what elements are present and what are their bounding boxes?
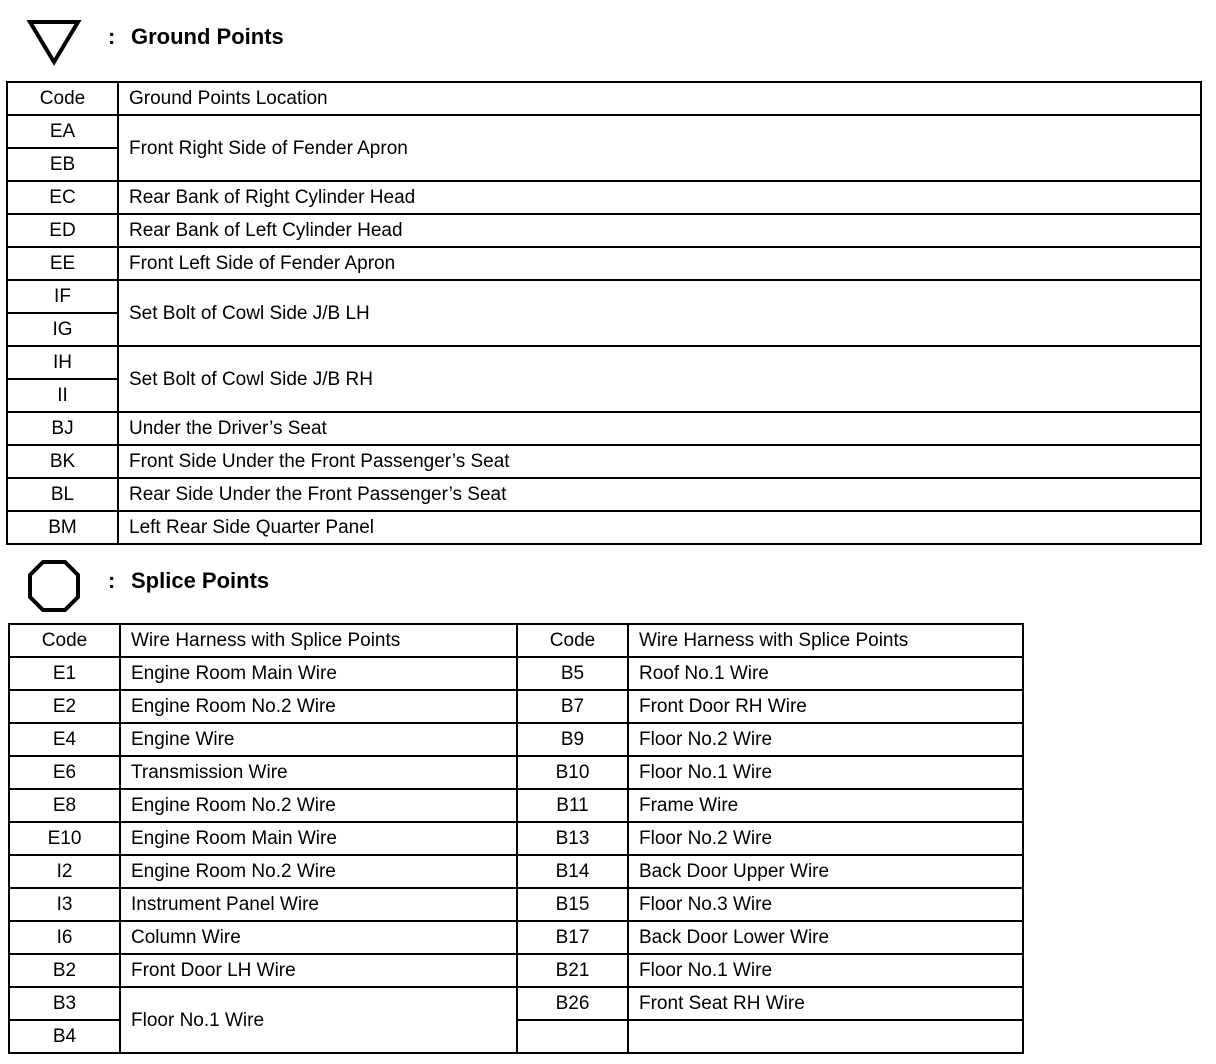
ground-location: Front Right Side of Fender Apron — [118, 115, 1201, 181]
splice-harness: Floor No.1 Wire — [628, 954, 1023, 987]
ground-location: Under the Driver’s Seat — [118, 412, 1201, 445]
ground-code: IG — [7, 313, 118, 346]
ground-location: Set Bolt of Cowl Side J/B LH — [118, 280, 1201, 346]
ground-location: Front Left Side of Fender Apron — [118, 247, 1201, 280]
ground-code: EC — [7, 181, 118, 214]
table-row — [7, 445, 1201, 478]
splice-code: E2 — [9, 690, 120, 723]
table-row — [9, 756, 1023, 789]
octagon-icon — [26, 558, 82, 614]
ground-location: Set Bolt of Cowl Side J/B RH — [118, 346, 1201, 412]
splice-code: B26 — [517, 987, 628, 1020]
table-row — [9, 822, 1023, 855]
ground-points-title: Ground Points — [131, 24, 284, 49]
splice-harness: Instrument Panel Wire — [120, 888, 517, 921]
splice-harness: Frame Wire — [628, 789, 1023, 822]
ground-location: Front Side Under the Front Passenger’s Seat — [118, 445, 1201, 478]
splice-code: B9 — [517, 723, 628, 756]
table-row — [7, 115, 1201, 148]
splice-points-table — [8, 623, 1024, 1054]
splice-code: B11 — [517, 789, 628, 822]
ground-code: EB — [7, 148, 118, 181]
splice-harness: Front Door RH Wire — [628, 690, 1023, 723]
ground-code: ED — [7, 214, 118, 247]
ground-code: BM — [7, 511, 118, 544]
splice-code: B17 — [517, 921, 628, 954]
table-header-row — [7, 82, 1201, 115]
splice-harness: Back Door Upper Wire — [628, 855, 1023, 888]
ground-location: Rear Bank of Right Cylinder Head — [118, 181, 1201, 214]
ground-location: Left Rear Side Quarter Panel — [118, 511, 1201, 544]
table-row — [9, 690, 1023, 723]
splice-harness: Roof No.1 Wire — [628, 657, 1023, 690]
splice-harness: Floor No.2 Wire — [628, 723, 1023, 756]
splice-code: E6 — [9, 756, 120, 789]
splice-harness: Floor No.3 Wire — [628, 888, 1023, 921]
splice-harness: Engine Room No.2 Wire — [120, 855, 517, 888]
splice-harness: Floor No.2 Wire — [628, 822, 1023, 855]
table-row — [7, 280, 1201, 313]
table-row — [7, 412, 1201, 445]
splice-harness: Engine Room Main Wire — [120, 822, 517, 855]
splice-code: E4 — [9, 723, 120, 756]
code-header: Code — [9, 624, 120, 657]
splice-harness: Engine Wire — [120, 723, 517, 756]
splice-harness: Front Seat RH Wire — [628, 987, 1023, 1020]
ground-code: BL — [7, 478, 118, 511]
splice-points-heading — [0, 558, 600, 608]
ground-location: Rear Bank of Left Cylinder Head — [118, 214, 1201, 247]
table-row — [7, 511, 1201, 544]
splice-code: B13 — [517, 822, 628, 855]
table-row — [9, 888, 1023, 921]
splice-harness: Engine Room Main Wire — [120, 657, 517, 690]
table-row — [9, 789, 1023, 822]
ground-location: Rear Side Under the Front Passenger’s Seat — [118, 478, 1201, 511]
splice-harness: Floor No.1 Wire — [120, 987, 517, 1053]
splice-code: B21 — [517, 954, 628, 987]
splice-code: B4 — [9, 1020, 120, 1053]
table-row — [7, 346, 1201, 379]
splice-code: B5 — [517, 657, 628, 690]
splice-harness: Engine Room No.2 Wire — [120, 690, 517, 723]
table-row — [9, 855, 1023, 888]
ground-code: II — [7, 379, 118, 412]
code-header: Code — [517, 624, 628, 657]
table-header-row — [9, 624, 1023, 657]
splice-code: B15 — [517, 888, 628, 921]
table-row — [7, 247, 1201, 280]
splice-code: I2 — [9, 855, 120, 888]
triangle-down-icon — [26, 18, 82, 66]
table-row — [9, 723, 1023, 756]
table-row — [9, 657, 1023, 690]
splice-harness: Floor No.1 Wire — [628, 756, 1023, 789]
location-header: Ground Points Location — [118, 82, 1201, 115]
table-row — [9, 954, 1023, 987]
splice-harness — [628, 1020, 1023, 1053]
splice-code: B7 — [517, 690, 628, 723]
splice-code: B10 — [517, 756, 628, 789]
splice-harness: Front Door LH Wire — [120, 954, 517, 987]
ground-code: BJ — [7, 412, 118, 445]
table-row — [7, 214, 1201, 247]
splice-code: I6 — [9, 921, 120, 954]
table-row — [9, 921, 1023, 954]
splice-code: E8 — [9, 789, 120, 822]
splice-code: B2 — [9, 954, 120, 987]
splice-code: B14 — [517, 855, 628, 888]
heading-colon: : — [108, 568, 116, 593]
ground-points-heading — [0, 14, 600, 64]
heading-colon: : — [108, 24, 116, 49]
ground-code: IF — [7, 280, 118, 313]
splice-code: I3 — [9, 888, 120, 921]
ground-code: EA — [7, 115, 118, 148]
ground-points-table — [6, 81, 1202, 545]
table-row — [7, 478, 1201, 511]
table-row — [9, 987, 1023, 1020]
harness-header: Wire Harness with Splice Points — [120, 624, 517, 657]
splice-points-title: Splice Points — [131, 568, 270, 593]
table-row — [7, 181, 1201, 214]
ground-code: IH — [7, 346, 118, 379]
splice-harness: Transmission Wire — [120, 756, 517, 789]
ground-code: EE — [7, 247, 118, 280]
splice-code — [517, 1020, 628, 1053]
ground-code: BK — [7, 445, 118, 478]
splice-code: E10 — [9, 822, 120, 855]
code-header: Code — [7, 82, 118, 115]
splice-code: E1 — [9, 657, 120, 690]
splice-harness: Engine Room No.2 Wire — [120, 789, 517, 822]
harness-header: Wire Harness with Splice Points — [628, 624, 1023, 657]
splice-code: B3 — [9, 987, 120, 1020]
splice-harness: Column Wire — [120, 921, 517, 954]
splice-harness: Back Door Lower Wire — [628, 921, 1023, 954]
